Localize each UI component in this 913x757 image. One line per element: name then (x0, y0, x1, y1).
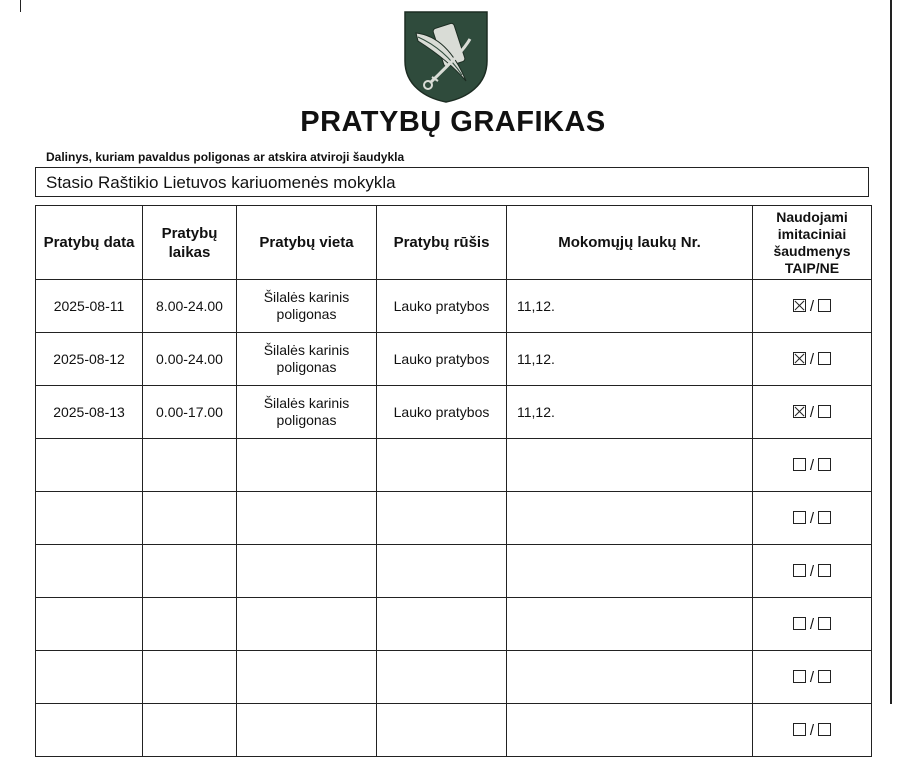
document-title: PRATYBŲ GRAFIKAS (300, 106, 606, 138)
cell-fields: 11,12. (507, 386, 753, 439)
cell-imitation-ammo (753, 545, 872, 598)
cell-time (143, 651, 237, 704)
cell-type (377, 704, 507, 757)
cell-place (237, 704, 377, 757)
yes-checkbox[interactable] (793, 352, 806, 365)
table-body (36, 280, 872, 757)
cell-time: 0.00-24.00 (143, 333, 237, 386)
page-edge-left (20, 0, 21, 12)
cell-imitation-ammo (753, 492, 872, 545)
checkbox-separator: / (809, 721, 815, 739)
cell-place: Šilalės karinis poligonas (237, 333, 377, 386)
header-type: Pratybų rūšis (377, 206, 507, 280)
cell-place (237, 545, 377, 598)
cell-time (143, 545, 237, 598)
no-checkbox[interactable] (818, 564, 831, 577)
cell-fields (507, 439, 753, 492)
yes-checkbox[interactable] (793, 511, 806, 524)
cell-place: Šilalės karinis poligonas (237, 280, 377, 333)
table-header-row (36, 206, 872, 280)
checkbox-separator: / (809, 403, 815, 421)
no-checkbox[interactable] (818, 405, 831, 418)
yes-checkbox[interactable] (793, 617, 806, 630)
yes-checkbox[interactable] (793, 299, 806, 312)
cell-date (36, 598, 143, 651)
cell-date: 2025-08-13 (36, 386, 143, 439)
cell-place (237, 651, 377, 704)
no-checkbox[interactable] (818, 352, 831, 365)
cell-fields (507, 492, 753, 545)
unit-field-label: Dalinys, kuriam pavaldus poligonas ar atskira atviroji šaudykla (46, 150, 405, 164)
unit-field (35, 167, 869, 197)
cell-type: Lauko pratybos (377, 333, 507, 386)
cell-type: Lauko pratybos (377, 280, 507, 333)
no-checkbox[interactable] (818, 617, 831, 630)
cell-date: 2025-08-11 (36, 280, 143, 333)
cell-imitation-ammo (753, 651, 872, 704)
no-checkbox[interactable] (818, 511, 831, 524)
cell-imitation-ammo (753, 386, 872, 439)
header-date: Pratybų data (36, 206, 143, 280)
coat-of-arms-icon (404, 11, 488, 103)
cell-time (143, 598, 237, 651)
yes-checkbox[interactable] (793, 564, 806, 577)
checkbox-separator: / (809, 297, 815, 315)
cell-type (377, 651, 507, 704)
cell-imitation-ammo (753, 598, 872, 651)
cell-type: Lauko pratybos (377, 386, 507, 439)
cell-type (377, 492, 507, 545)
cell-imitation-ammo (753, 333, 872, 386)
header-fields: Mokomųjų laukų Nr. (507, 206, 753, 280)
header-place: Pratybų vieta (237, 206, 377, 280)
cell-date: 2025-08-12 (36, 333, 143, 386)
cell-fields (507, 545, 753, 598)
table-row (36, 439, 872, 492)
no-checkbox[interactable] (818, 723, 831, 736)
no-checkbox[interactable] (818, 670, 831, 683)
cell-time (143, 492, 237, 545)
table-row (36, 492, 872, 545)
cell-place (237, 492, 377, 545)
cell-date (36, 492, 143, 545)
cell-type (377, 545, 507, 598)
checkbox-separator: / (809, 509, 815, 527)
cell-fields: 11,12. (507, 333, 753, 386)
checkbox-separator: / (809, 350, 815, 368)
cell-time: 0.00-17.00 (143, 386, 237, 439)
table-row (36, 704, 872, 757)
cell-imitation-ammo (753, 280, 872, 333)
table-row (36, 280, 872, 333)
table-row (36, 333, 872, 386)
cell-imitation-ammo (753, 704, 872, 757)
header-imitation-ammo: Naudojami imitaciniai šaudmenys TAIP/NE (753, 206, 872, 280)
cell-type (377, 598, 507, 651)
cell-place: Šilalės karinis poligonas (237, 386, 377, 439)
schedule-table (35, 205, 872, 757)
checkbox-separator: / (809, 615, 815, 633)
checkbox-separator: / (809, 456, 815, 474)
table-row (36, 386, 872, 439)
no-checkbox[interactable] (818, 299, 831, 312)
cell-type (377, 439, 507, 492)
table-row (36, 545, 872, 598)
checkbox-separator: / (809, 668, 815, 686)
cell-fields: 11,12. (507, 280, 753, 333)
checkbox-separator: / (809, 562, 815, 580)
yes-checkbox[interactable] (793, 670, 806, 683)
header-time: Pratybų laikas (143, 206, 237, 280)
cell-date (36, 545, 143, 598)
yes-checkbox[interactable] (793, 405, 806, 418)
yes-checkbox[interactable] (793, 458, 806, 471)
cell-time (143, 704, 237, 757)
cell-imitation-ammo (753, 439, 872, 492)
cell-fields (507, 704, 753, 757)
cell-place (237, 439, 377, 492)
table-row (36, 598, 872, 651)
cell-date (36, 651, 143, 704)
cell-place (237, 598, 377, 651)
cell-fields (507, 651, 753, 704)
cell-date (36, 439, 143, 492)
cell-date (36, 704, 143, 757)
cell-fields (507, 598, 753, 651)
table-row (36, 651, 872, 704)
cell-time (143, 439, 237, 492)
no-checkbox[interactable] (818, 458, 831, 471)
yes-checkbox[interactable] (793, 723, 806, 736)
unit-name: Stasio Raštikio Lietuvos kariuomenės mokykla (46, 173, 396, 192)
cell-time: 8.00-24.00 (143, 280, 237, 333)
